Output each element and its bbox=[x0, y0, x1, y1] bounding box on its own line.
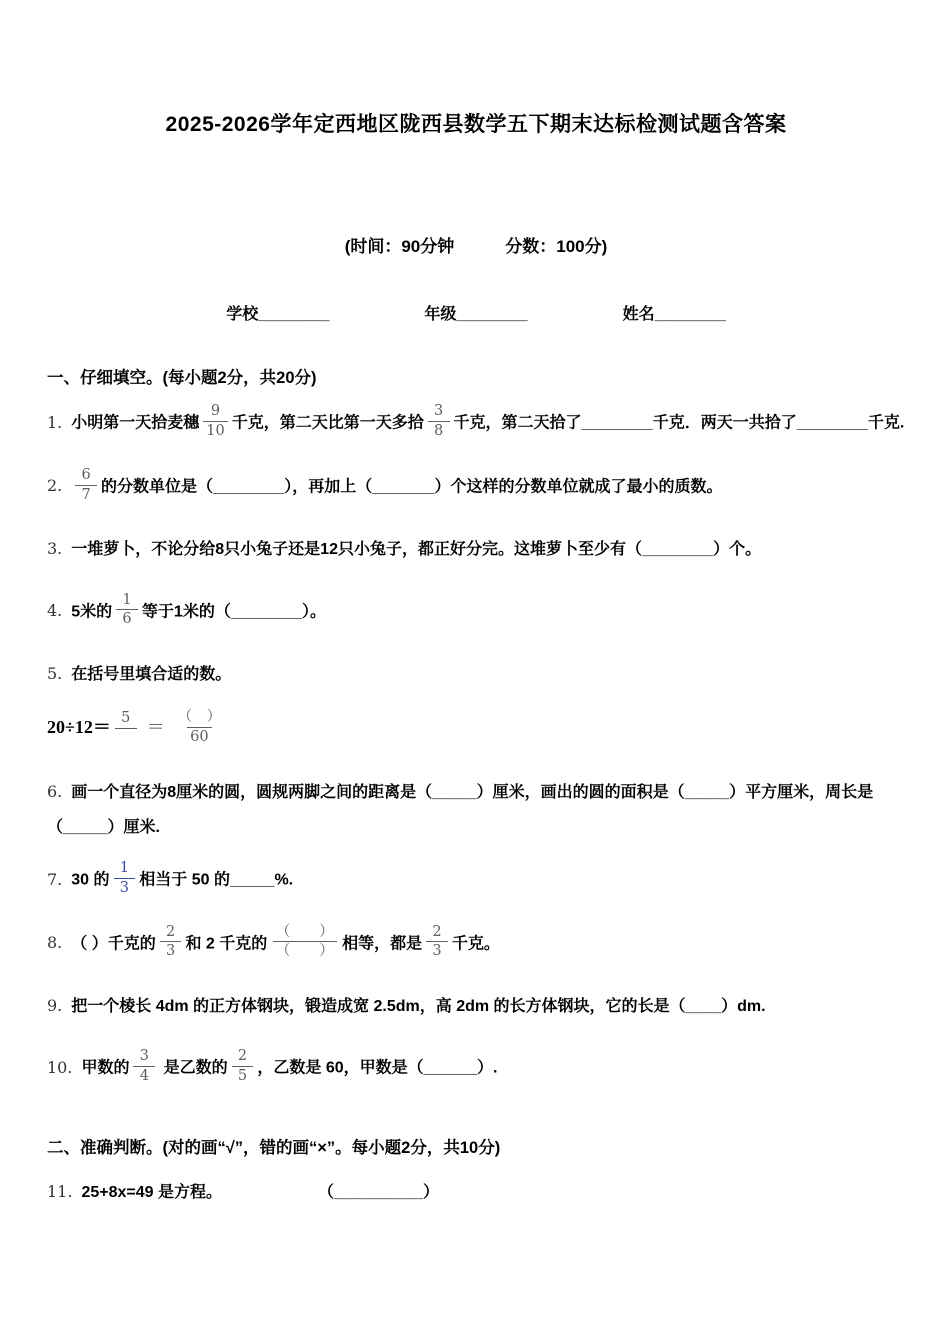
fraction bbox=[133, 1047, 155, 1086]
equation-text: 20÷12＝ bbox=[47, 717, 111, 738]
sections-container bbox=[47, 364, 905, 1210]
question bbox=[47, 468, 905, 507]
question bbox=[47, 1049, 905, 1088]
fraction-denominator: 7 bbox=[75, 485, 97, 505]
fraction bbox=[116, 591, 138, 630]
fraction bbox=[203, 402, 227, 441]
question-text: 的分数单位是（________），再加上（_______）个这样的分数单位就成了最小的质数。 bbox=[101, 478, 723, 496]
question-text: 5米的 bbox=[71, 603, 113, 621]
student-field: 年级________ bbox=[424, 306, 528, 323]
fraction-numerator: 2 bbox=[237, 1048, 248, 1065]
fraction-denominator: 3 bbox=[426, 941, 448, 961]
question-number: 11. bbox=[47, 1182, 73, 1202]
student-fields bbox=[47, 301, 905, 324]
question-text: 千克，第二天比第一天多拾 bbox=[231, 414, 424, 432]
question-number: 4. bbox=[47, 601, 63, 621]
fraction-denominator: 60 bbox=[187, 727, 211, 747]
fraction-denominator: 8 bbox=[428, 421, 450, 441]
fraction-numerator: （ ） bbox=[177, 708, 222, 725]
fraction bbox=[160, 923, 182, 962]
question-number: 9. bbox=[47, 996, 63, 1016]
fraction-numerator: 2 bbox=[165, 923, 176, 940]
question-text: 画一个直径为8厘米的圆，圆规两脚之间的距离是（_____）厘米，画出的圆的面积是（_____）平方厘米，周长是（_____）厘米. bbox=[47, 783, 874, 836]
fraction-denominator: 3 bbox=[160, 941, 182, 961]
question-text: 和 2 千克的 bbox=[185, 935, 268, 953]
question-text: 甲数的 bbox=[81, 1060, 130, 1078]
fraction-numerator: 5 bbox=[121, 710, 131, 727]
fraction-denominator: （ ） bbox=[273, 941, 337, 961]
fraction-denominator: 3 bbox=[114, 878, 136, 898]
question bbox=[47, 774, 905, 845]
question-number: 2. bbox=[47, 476, 63, 496]
section-heading: 二、准确判断。(对的画“√”，错的画“×”。每小题2分，共10分) bbox=[47, 1139, 501, 1158]
fraction-numerator: （ ） bbox=[275, 923, 334, 940]
question bbox=[47, 708, 905, 748]
fraction-numerator: 1 bbox=[122, 591, 132, 608]
fraction bbox=[426, 923, 448, 962]
question-number: 6. bbox=[47, 781, 63, 801]
student-field: 学校________ bbox=[226, 306, 330, 323]
student-field: 姓名________ bbox=[622, 306, 726, 323]
question-text: 等于1米的（________）。 bbox=[141, 603, 327, 621]
question-text: 25+8x=49 是方程。 bbox=[81, 1184, 214, 1202]
fraction-numerator: 1 bbox=[119, 859, 129, 876]
question bbox=[47, 404, 905, 443]
fraction-numerator: 3 bbox=[139, 1048, 149, 1065]
time-score-line: (时间：90分钟 分数：100分) bbox=[344, 237, 608, 256]
question bbox=[47, 861, 905, 900]
fraction-denominator: 4 bbox=[133, 1066, 155, 1086]
fraction-numerator: 2 bbox=[432, 923, 442, 940]
question bbox=[47, 925, 905, 964]
question bbox=[47, 531, 905, 567]
question-number: 1. bbox=[47, 412, 63, 432]
question-text: 相当于 50 的_____%. bbox=[139, 871, 294, 889]
question-number: 8. bbox=[47, 933, 63, 953]
fraction bbox=[175, 708, 225, 747]
question-text: 一堆萝卜，不论分给8只小兔子还是12只小兔子，都正好分完。这堆萝卜至少有（________）个。 bbox=[71, 541, 762, 559]
fraction bbox=[428, 402, 450, 441]
question-number: 5. bbox=[47, 664, 63, 684]
question-text bbox=[214, 1184, 326, 1201]
question-text: 千克，第二天拾了________千克．两天一共拾了________千克. bbox=[453, 414, 905, 432]
question-number: 7. bbox=[47, 869, 63, 889]
question-text: （ ）千克的 bbox=[71, 935, 156, 953]
question-text: 相等，都是 bbox=[342, 935, 423, 953]
fraction-denominator: 5 bbox=[232, 1066, 254, 1086]
question-text: 小明第一天拾麦穗 bbox=[71, 414, 200, 432]
fraction-numerator: 3 bbox=[434, 403, 444, 419]
question bbox=[47, 988, 905, 1024]
section-heading: 一、仔细填空。(每小题2分，共20分) bbox=[47, 369, 317, 387]
fraction bbox=[115, 709, 137, 745]
question bbox=[47, 656, 905, 692]
page-title: 2025-2026学年定西地区陇西县数学五下期末达标检测试题含答案 bbox=[165, 113, 787, 136]
fraction-denominator: 10 bbox=[203, 421, 227, 441]
question-text: 把一个棱长 4dm 的正方体钢块，锻造成宽 2.5dm，高 2dm 的长方体钢块，它的长是（____）dm. bbox=[71, 998, 766, 1016]
question-text: 30 的 bbox=[71, 871, 110, 889]
question-number: 3. bbox=[47, 539, 63, 559]
fraction bbox=[271, 923, 338, 962]
question-text: 千克。 bbox=[451, 935, 500, 953]
question-number: 10. bbox=[47, 1058, 73, 1078]
fraction bbox=[75, 466, 97, 505]
fraction bbox=[114, 859, 136, 898]
question-text: 是乙数的 bbox=[159, 1060, 228, 1078]
fraction bbox=[232, 1047, 254, 1086]
equals-sign: ＝ bbox=[146, 717, 165, 739]
fraction-numerator: 6 bbox=[81, 466, 91, 483]
question-text: 在括号里填合适的数。 bbox=[71, 666, 232, 684]
question-text: （__________） bbox=[326, 1184, 439, 1202]
fraction-numerator: 9 bbox=[210, 403, 221, 419]
fraction-denominator: 6 bbox=[116, 609, 138, 629]
fraction-denominator bbox=[115, 728, 137, 745]
question bbox=[47, 1174, 905, 1210]
question bbox=[47, 593, 905, 632]
question-text: ，乙数是 60，甲数是（______）. bbox=[257, 1060, 498, 1078]
